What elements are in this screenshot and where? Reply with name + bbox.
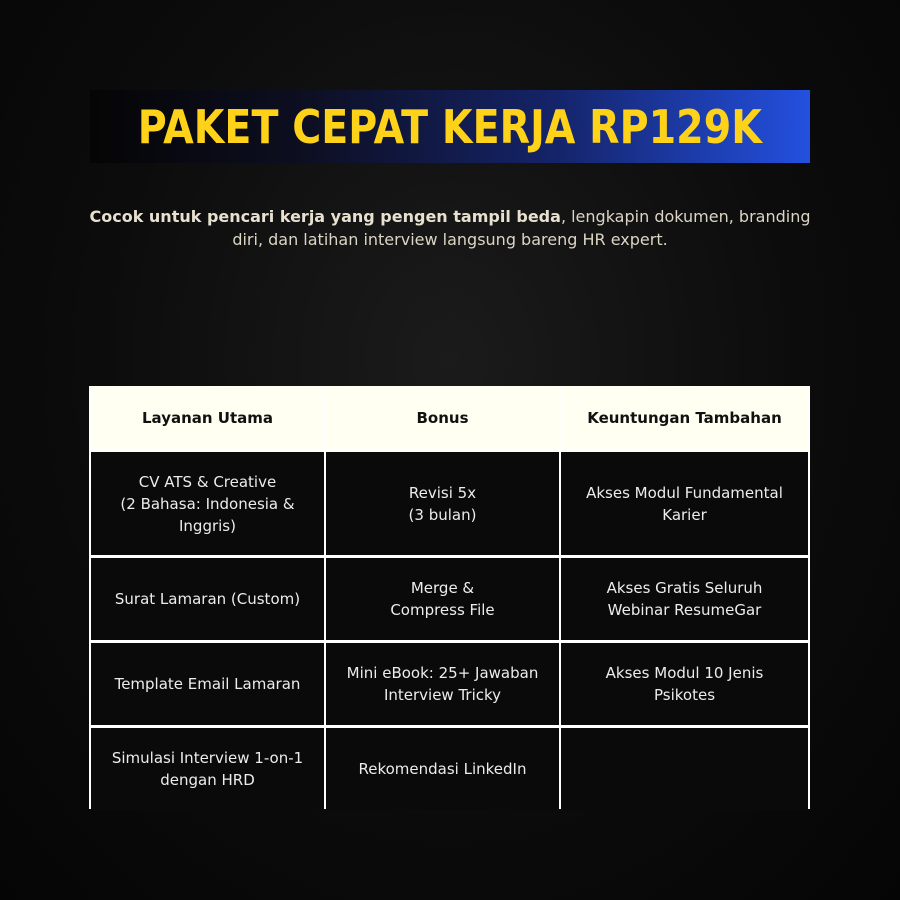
header-keuntungan-tambahan: Keuntungan Tambahan	[561, 386, 808, 449]
table-cell: Mini eBook: 25+ Jawaban Interview Tricky	[326, 643, 559, 725]
table-cell: Rekomendasi LinkedIn	[326, 728, 559, 810]
table-cell: Surat Lamaran (Custom)	[91, 558, 324, 640]
title-banner	[90, 90, 810, 163]
table-cell: Template Email Lamaran	[91, 643, 324, 725]
table-cell: Revisi 5x (3 bulan)	[326, 452, 559, 555]
table-cell-empty	[561, 728, 808, 810]
table-cell: Merge & Compress File	[326, 558, 559, 640]
table-cell: Akses Modul Fundamental Karier	[561, 452, 808, 555]
table-cell: Akses Modul 10 Jenis Psikotes	[561, 643, 808, 725]
package-title: PAKET CEPAT KERJA RP129K	[137, 99, 763, 154]
header-layanan-utama: Layanan Utama	[91, 386, 324, 449]
benefits-grid	[89, 386, 810, 812]
header-bonus: Bonus	[326, 386, 559, 449]
table-cell: CV ATS & Creative (2 Bahasa: Indonesia & Inggris)	[91, 452, 324, 555]
description-highlight: Cocok untuk pencari kerja yang pengen tampil beda	[89, 207, 561, 226]
table-cell: Akses Gratis Seluruh Webinar ResumeGar	[561, 558, 808, 640]
package-description	[80, 205, 820, 251]
table-cell: Simulasi Interview 1-on-1 dengan HRD	[91, 728, 324, 810]
description-rest: , lengkapin dokumen, branding diri, dan latihan interview langsung bareng HR expert.	[232, 207, 811, 249]
benefits-table	[89, 386, 810, 809]
